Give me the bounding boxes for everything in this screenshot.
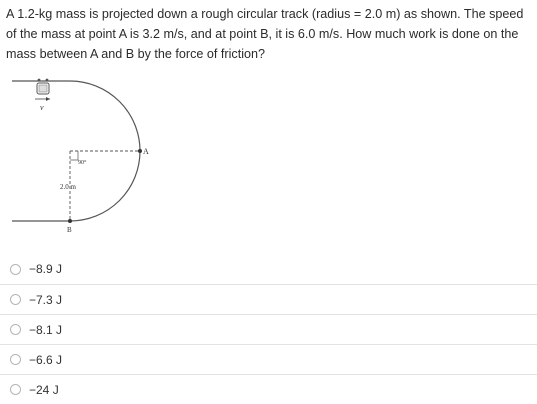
radio-button[interactable] [10,384,21,395]
radio-button[interactable] [10,264,21,275]
point-a-label: A [143,147,149,156]
answer-option-label: −24 J [29,382,59,397]
track-diagram [0,70,200,250]
answer-option-label: −8.9 J [29,262,63,276]
answer-options [0,254,537,404]
angle-label: 90° [78,160,87,166]
radio-button[interactable] [10,294,21,305]
velocity-arrow-icon [35,97,50,101]
radio-button[interactable] [10,324,21,335]
point-b-label: B [67,226,72,234]
radio-button[interactable] [10,354,21,365]
answer-option[interactable] [0,374,537,404]
answer-option[interactable] [0,344,537,374]
right-angle-marker [70,151,78,160]
question-text: A 1.2-kg mass is projected down a rough circular track (radius = 2.0 m) as shown. The speed of the mass at point A is 3.2 m/s, and at point B, it is 6.0 m/s. How much work is done on the mass between A and B by the force of friction? [6,7,524,61]
answer-option[interactable] [0,314,537,344]
answer-option-label: −8.1 J [29,322,63,337]
point-a-dot [138,149,142,153]
velocity-label: v [40,103,44,112]
track-diagram-svg [0,70,200,250]
point-b-dot [68,219,72,223]
answer-option[interactable] [0,254,537,284]
radius-label: 2.0 m [60,183,76,191]
answer-option[interactable] [0,284,537,314]
answer-option-label: −7.3 J [29,292,63,307]
answer-option-label: −6.6 J [29,352,63,367]
